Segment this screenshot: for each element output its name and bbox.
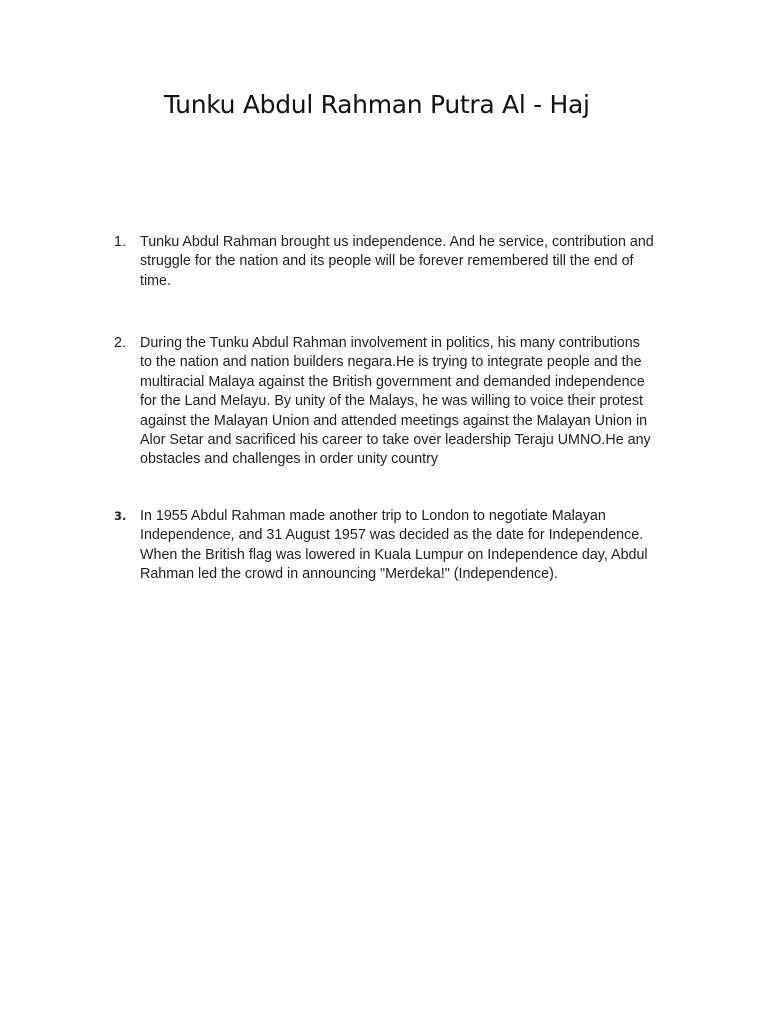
list-item	[114, 334, 654, 470]
list-item-number: 3.	[114, 509, 127, 523]
list-item-text: During the Tunku Abdul Rahman involvement in politics, his many contributions to the nation and nation builders negara.He is trying to integrate people and the multiracial Malaya against the British government and demanded independence for the Land Melayu. By unity of the Malays, he was willing to voice their protest against the Malayan Union and attended meetings against the Malayan Union in Alor Setar and sacrificed his career to take over leadership Teraju UMNO.He any obstacles and challenges in order unity country	[140, 335, 651, 468]
list-item-text: Tunku Abdul Rahman brought us independence. And he service, contribution and struggle for the nation and its people will be forever remembered till the end of time.	[140, 234, 654, 289]
list-item-number: 2.	[114, 335, 126, 351]
document-title: Tunku Abdul Rahman Putra Al - Haj	[164, 90, 590, 119]
list-item	[114, 507, 654, 585]
list-item	[114, 233, 654, 291]
list-item-text: In 1955 Abdul Rahman made another trip to London to negotiate Malayan Independence, and 31 August 1957 was decided as the date for Independence. When the British flag was lowered in Kuala Lumpur on Independence day, Abdul Rahman led the crowd in announcing "Merdeka!" (Independence).	[140, 508, 648, 583]
list-item-number: 1.	[114, 234, 126, 250]
